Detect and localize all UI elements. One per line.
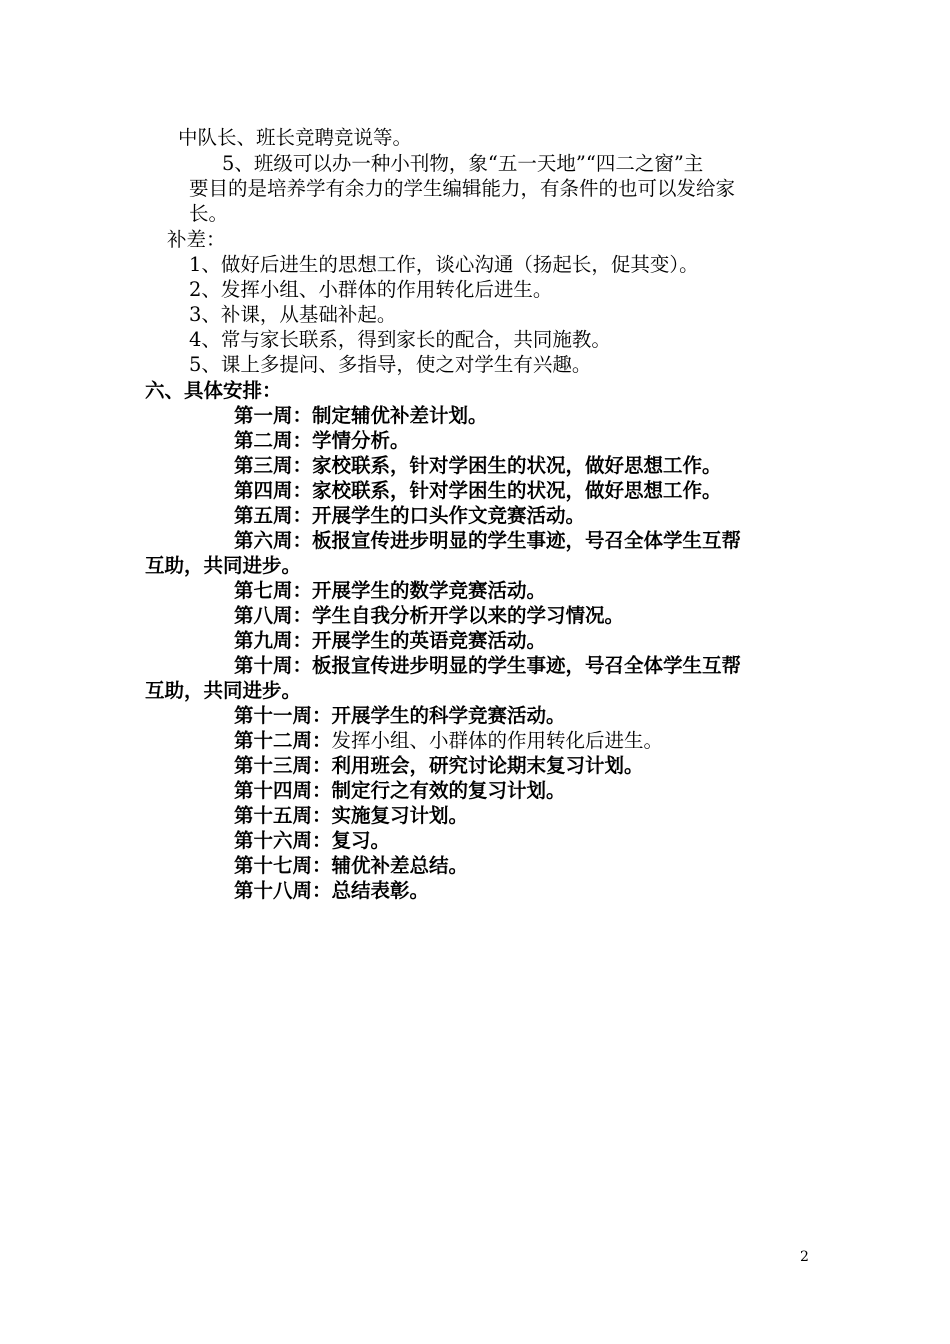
week-18: 第十八周：总结表彰。 xyxy=(234,879,430,902)
bucha-item-1: 1、做好后进生的思想工作，谈心沟通（扬起长，促其变）。 xyxy=(189,253,699,276)
bucha-item-4: 4、常与家长联系，得到家长的配合，共同施教。 xyxy=(189,328,611,351)
week-12 xyxy=(234,728,663,754)
week-2: 第二周：学情分析。 xyxy=(234,429,410,452)
week-4: 第四周：家校联系，针对学困生的状况，做好思想工作。 xyxy=(234,479,722,502)
intro-line: 中队长、班长竞聘竞说等。 xyxy=(178,126,413,149)
bucha-heading: 补差： xyxy=(167,228,226,251)
week-6-line-1: 第六周：板报宣传进步明显的学生事迹，号召全体学生互帮 xyxy=(234,529,742,552)
week-10-line-1: 第十周：板报宣传进步明显的学生事迹，号召全体学生互帮 xyxy=(234,654,742,677)
week-15: 第十五周：实施复习计划。 xyxy=(234,804,469,827)
week-13-label: 第十三周： xyxy=(234,754,332,777)
week-13-text: 利用班会，研究讨论期末复习计划。 xyxy=(331,754,644,777)
week-3: 第三周：家校联系，针对学困生的状况，做好思想工作。 xyxy=(234,454,722,477)
week-10-line-2: 互助，共同进步。 xyxy=(145,679,302,702)
week-6-line-2: 互助，共同进步。 xyxy=(145,554,302,577)
week-8: 第八周：学生自我分析开学以来的学习情况。 xyxy=(234,604,625,627)
section-6-heading: 六、具体安排： xyxy=(145,379,282,402)
item5-line-2: 要目的是培养学有余力的学生编辑能力，有条件的也可以发给家 xyxy=(189,177,736,200)
page-number: 2 xyxy=(800,1249,809,1265)
week-11: 第十一周：开展学生的科学竞赛活动。 xyxy=(234,704,566,727)
item5-line-3: 长。 xyxy=(189,202,229,225)
bucha-item-2: 2、发挥小组、小群体的作用转化后进生。 xyxy=(189,278,553,301)
bucha-item-3: 3、补课，从基础补起。 xyxy=(189,303,397,326)
item5-line-1: 5、班级可以办一种小刊物，象“五一天地”“四二之窗”主 xyxy=(222,152,704,175)
week-1: 第一周：制定辅优补差计划。 xyxy=(234,404,488,427)
week-9: 第九周：开展学生的英语竞赛活动。 xyxy=(234,629,547,652)
week-5: 第五周：开展学生的口头作文竞赛活动。 xyxy=(234,504,586,527)
week-16: 第十六周：复习。 xyxy=(234,829,391,852)
week-13 xyxy=(234,753,644,779)
bucha-item-5: 5、课上多提问、多指导，使之对学生有兴趣。 xyxy=(189,353,592,376)
week-12-label: 第十二周： xyxy=(234,729,332,752)
week-12-text: 发挥小组、小群体的作用转化后进生。 xyxy=(331,729,664,752)
week-14: 第十四周：制定行之有效的复习计划。 xyxy=(234,779,566,802)
week-17: 第十七周：辅优补差总结。 xyxy=(234,854,469,877)
week-7: 第七周：开展学生的数学竞赛活动。 xyxy=(234,579,547,602)
